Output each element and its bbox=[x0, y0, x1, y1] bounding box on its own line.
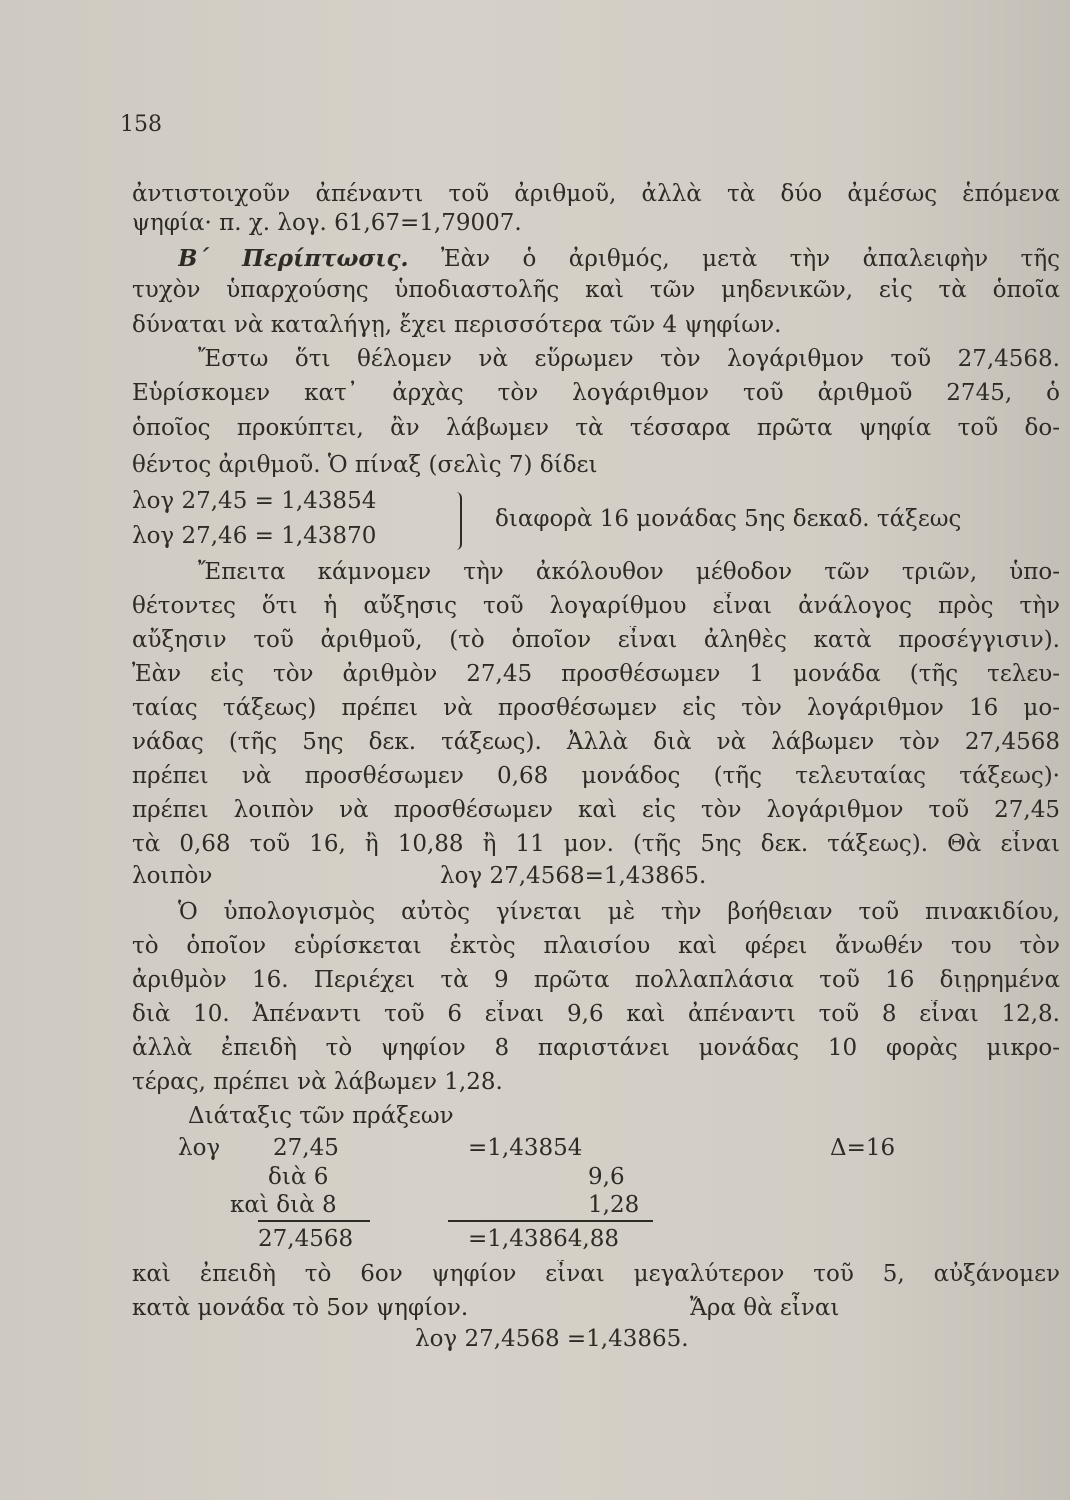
text-line: δύναται νὰ καταλήγῃ, ἔχει περισσότερα τῶν 4 ψηφίων. bbox=[132, 312, 782, 338]
text-line: τὰ 0,68 τοῦ 16, ἢ 10,88 ἢ 11 μον. (τῆς 5ης δεκ. τάξεως). Θὰ εἶναι bbox=[132, 831, 1060, 857]
text-line: Ἔπειτα κάμνομεν τὴν ἀκόλουθον μέθοδον τῶν τριῶν, ὑπο- bbox=[198, 559, 1060, 585]
text-line: κατὰ μονάδα τὸ 5ον ψηφίον. bbox=[132, 1295, 469, 1321]
sum-rule bbox=[258, 1220, 370, 1222]
calc-label: διὰ 6 bbox=[268, 1164, 329, 1190]
text-line: ἀριθμὸν 16. Περιέχει τὰ 9 πρῶτα πολλαπλάσια τοῦ 16 διῃρημένα bbox=[132, 967, 1060, 993]
text-line: Ἔστω ὅτι θέλομεν νὰ εὕρωμεν τὸν λογάριθμον τοῦ 27,4568. bbox=[198, 346, 1060, 372]
calc-label: λογ bbox=[178, 1135, 221, 1161]
text-line: τέρας, πρέπει νὰ λάβωμεν 1,28. bbox=[132, 1069, 503, 1095]
calc-total: 27,4568 bbox=[258, 1226, 354, 1252]
final-result: λογ 27,4568 =1,43865. bbox=[415, 1326, 689, 1352]
text-line: νάδας (τῆς 5ης δεκ. τάξεως). Ἀλλὰ διὰ νὰ λάβωμεν τὸν 27,4568 bbox=[132, 729, 1060, 755]
text-line: ἀντιστοιχοῦν ἀπέναντι τοῦ ἀριθμοῦ, ἀλλὰ τὰ δύο ἀμέσως ἑπόμενα bbox=[132, 181, 1060, 207]
difference-note: διαφορὰ 16 μονάδας 5ης δεκαδ. τάξεως bbox=[495, 506, 962, 532]
text-line: θέντος ἀριθμοῦ. Ὁ πίναξ (σελὶς 7) δίδει bbox=[132, 452, 598, 478]
brace bbox=[450, 492, 462, 550]
text-line: Ὁ ὑπολογισμὸς αὐτὸς γίνεται μὲ τὴν βοήθειαν τοῦ πινακιδίου, bbox=[178, 899, 1060, 925]
text-line: τυχὸν ὑπαρχούσης ὑποδιαστολῆς καὶ τῶν μηδενικῶν, εἰς τὰ ὁποῖα bbox=[132, 277, 1060, 303]
case-heading: Β΄ Περίπτωσις. bbox=[178, 245, 409, 272]
calc-value: 27,45 bbox=[273, 1135, 339, 1161]
text-line: λοιπὸν bbox=[132, 863, 213, 889]
text-line: ψηφία· π. χ. λογ. 61,67=1,79007. bbox=[132, 210, 522, 236]
calc-total: =1,43864,88 bbox=[468, 1226, 619, 1252]
calc-value: =1,43854 bbox=[468, 1135, 583, 1161]
sum-rule bbox=[448, 1220, 653, 1222]
text-line: τὸ ὁποῖον εὑρίσκεται ἐκτὸς πλαισίου καὶ φέρει ἄνωθέν του τὸν bbox=[132, 933, 1060, 959]
text-line: ἀλλὰ ἐπειδὴ τὸ ψηφίον 8 παριστάνει μονάδας 10 φορὰς μικρο- bbox=[132, 1035, 1060, 1061]
calc-value: 9,6 bbox=[588, 1164, 625, 1190]
text-line: πρέπει νὰ προσθέσωμεν 0,68 μονάδος (τῆς τελευταίας τάξεως)· bbox=[132, 763, 1060, 789]
text-line: Ἐὰν εἰς τὸν ἀριθμὸν 27,45 προσθέσωμεν 1 μονάδα (τῆς τελευ- bbox=[132, 661, 1060, 687]
text-line: Ἄρα θὰ εἶναι bbox=[690, 1295, 840, 1321]
text-line: ταίας τάξεως) πρέπει νὰ προσθέσωμεν εἰς τὸν λογάριθμον 16 μο- bbox=[132, 695, 1060, 721]
text-line: πρέπει λοιπὸν νὰ προσθέσωμεν καὶ εἰς τὸν λογάριθμον τοῦ 27,45 bbox=[132, 797, 1060, 823]
log-result: λογ 27,4568=1,43865. bbox=[440, 863, 707, 889]
log-entry: λογ 27,46 = 1,43870 bbox=[132, 523, 377, 549]
text-line: διὰ 10. Ἀπέναντι τοῦ 6 εἶναι 9,6 καὶ ἀπέναντι τοῦ 8 εἶναι 12,8. bbox=[132, 1001, 1060, 1027]
page-number: 158 bbox=[120, 112, 162, 137]
log-entry: λογ 27,45 = 1,43854 bbox=[132, 488, 377, 514]
text-line: αὔξησιν τοῦ ἀριθμοῦ, (τὸ ὁποῖον εἶναι ἀληθὲς κατὰ προσέγγισιν). bbox=[132, 627, 1060, 653]
calc-label: καὶ διὰ 8 bbox=[230, 1192, 337, 1218]
text-line: ὁποῖος προκύπτει, ἂν λάβωμεν τὰ τέσσαρα πρῶτα ψηφία τοῦ δο- bbox=[132, 415, 1060, 441]
text-line: Β΄ Περίπτωσις. Ἐὰν ὁ ἀριθμός, μετὰ τὴν ἀπαλειφὴν τῆς bbox=[178, 245, 1060, 272]
calc-heading: Διάταξις τῶν πράξεων bbox=[188, 1103, 454, 1129]
text-line: θέτοντες ὅτι ἡ αὔξησις τοῦ λογαρίθμου εἶναι ἀνάλογος πρὸς τὴν bbox=[132, 593, 1060, 619]
text-line: Εὑρίσκομεν κατ᾽ ἀρχὰς τὸν λογάριθμον τοῦ ἀριθμοῦ 2745, ὁ bbox=[132, 380, 1060, 406]
delta-value: Δ=16 bbox=[830, 1135, 896, 1161]
calc-value: 1,28 bbox=[588, 1192, 640, 1218]
text-line: καὶ ἐπειδὴ τὸ 6ον ψηφίον εἶναι μεγαλύτερον τοῦ 5, αὐξάνομεν bbox=[132, 1261, 1060, 1287]
